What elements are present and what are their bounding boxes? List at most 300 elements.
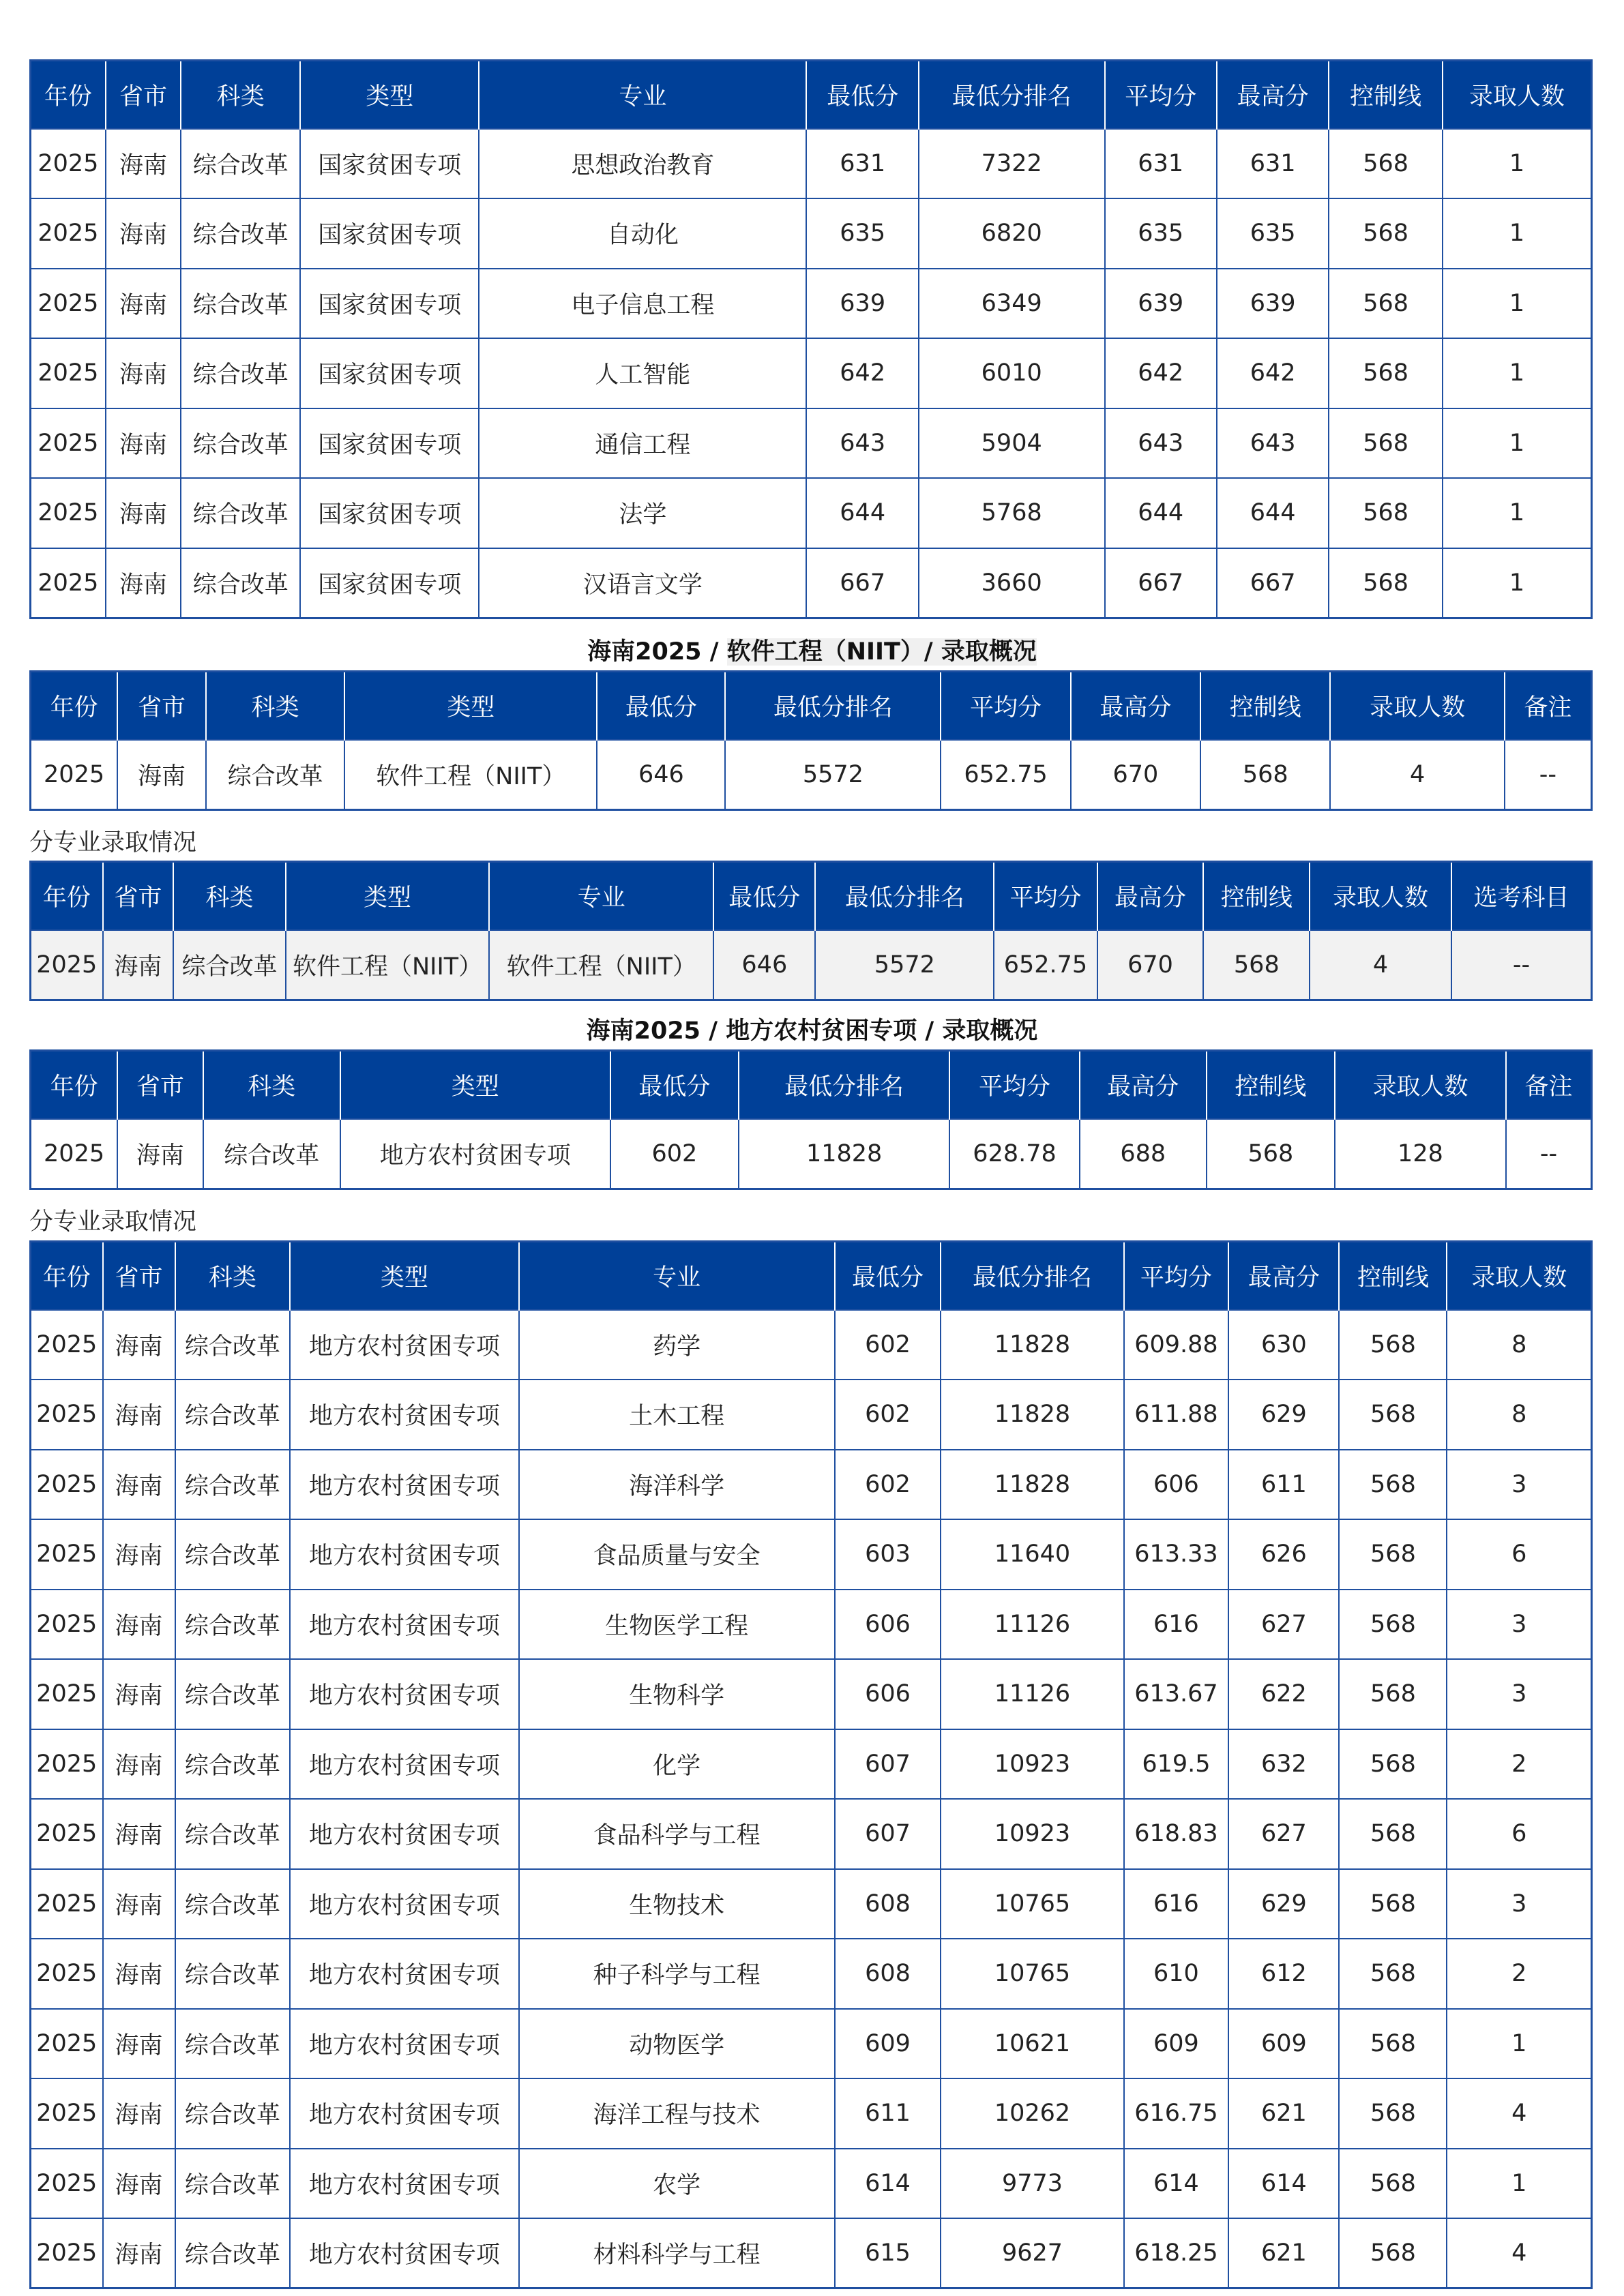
- cell-省市: 海南: [103, 1519, 175, 1590]
- cell-科类: 综合改革: [181, 338, 300, 408]
- column-header: 年份: [31, 61, 106, 129]
- cell-年份: 2025: [31, 2009, 103, 2079]
- cell-平均分: 635: [1105, 198, 1217, 269]
- cell-最高分: 627: [1228, 1590, 1339, 1660]
- cell-年份: 2025: [31, 1519, 103, 1590]
- cell-类型: 地方农村贫困专项: [290, 1590, 518, 1660]
- cell-类型: 国家贫困专项: [300, 408, 479, 479]
- cell-类型: 软件工程（NIIT）: [286, 930, 490, 1000]
- cell-最低分排名: 11126: [941, 1659, 1123, 1729]
- cell-平均分: 667: [1105, 548, 1217, 618]
- cell-最低分: 646: [713, 930, 815, 1000]
- cell-最高分: 644: [1217, 478, 1329, 548]
- cell-录取人数: 3: [1447, 1590, 1591, 1660]
- cell-最低分排名: 10262: [941, 2078, 1123, 2149]
- cell-省市: 海南: [103, 1869, 175, 1939]
- cell-录取人数: 1: [1443, 338, 1592, 408]
- cell-控制线: 568: [1339, 1939, 1447, 2009]
- cell-最低分排名: 11828: [739, 1119, 949, 1189]
- column-header: 录取人数: [1447, 1242, 1591, 1310]
- cell-最低分: 631: [806, 129, 918, 199]
- cell-年份: 2025: [31, 1659, 103, 1729]
- table-row: [31, 338, 1592, 408]
- cell-录取人数: 1: [1443, 478, 1592, 548]
- table-row: [31, 198, 1592, 269]
- cell-录取人数: 3: [1447, 1869, 1591, 1939]
- cell-控制线: 568: [1339, 2009, 1447, 2079]
- table-row: [31, 2149, 1592, 2219]
- cell-平均分: 639: [1105, 269, 1217, 339]
- cell-平均分: 616: [1124, 1590, 1229, 1660]
- cell-最低分: 644: [806, 478, 918, 548]
- cell-类型: 国家贫困专项: [300, 548, 479, 618]
- cell-类型: 地方农村贫困专项: [290, 2218, 518, 2288]
- cell-控制线: 568: [1339, 1519, 1447, 1590]
- cell-专业: 海洋科学: [519, 1450, 835, 1520]
- column-header: 选考科目: [1451, 862, 1592, 930]
- table-row: [31, 1519, 1592, 1590]
- cell-最低分排名: 11828: [941, 1380, 1123, 1450]
- table-row: [31, 1869, 1592, 1939]
- column-header: 专业: [519, 1242, 835, 1310]
- cell-最低分排名: 10621: [941, 2009, 1123, 2079]
- cell-最低分: 635: [806, 198, 918, 269]
- cell-最高分: 614: [1228, 2149, 1339, 2219]
- cell-平均分: 613.33: [1124, 1519, 1229, 1590]
- cell-最低分排名: 11126: [941, 1590, 1123, 1660]
- cell-平均分: 610: [1124, 1939, 1229, 2009]
- cell-最低分排名: 10765: [941, 1939, 1123, 2009]
- cell-专业: 动物医学: [519, 2009, 835, 2079]
- cell-省市: 海南: [117, 1119, 203, 1189]
- cell-年份: 2025: [31, 548, 106, 618]
- column-header: 省市: [117, 672, 206, 740]
- cell-平均分: 619.5: [1124, 1729, 1229, 1800]
- cell-科类: 综合改革: [175, 1799, 291, 1869]
- column-header: 年份: [31, 1242, 103, 1310]
- cell-科类: 综合改革: [175, 1939, 291, 2009]
- cell-类型: 国家贫困专项: [300, 478, 479, 548]
- cell-平均分: 606: [1124, 1450, 1229, 1520]
- header-row: [31, 862, 1592, 930]
- cell-专业: 食品科学与工程: [519, 1799, 835, 1869]
- cell-年份: 2025: [31, 2218, 103, 2288]
- cell-平均分: 614: [1124, 2149, 1229, 2219]
- cell-类型: 地方农村贫困专项: [290, 1729, 518, 1800]
- column-header: 省市: [117, 1051, 203, 1119]
- column-header: 科类: [181, 61, 300, 129]
- table-row: [31, 1659, 1592, 1729]
- column-header: 录取人数: [1330, 672, 1504, 740]
- column-header: 最低分: [610, 1051, 739, 1119]
- column-header: 控制线: [1339, 1242, 1447, 1310]
- table-row: [31, 1799, 1592, 1869]
- cell-最低分: 608: [835, 1869, 941, 1939]
- cell-控制线: 568: [1329, 338, 1443, 408]
- column-header: 录取人数: [1310, 862, 1451, 930]
- column-header: 类型: [340, 1051, 610, 1119]
- column-header: 最高分: [1071, 672, 1200, 740]
- cell-控制线: 568: [1329, 129, 1443, 199]
- column-header: 最低分排名: [919, 61, 1105, 129]
- cell-最高分: 626: [1228, 1519, 1339, 1590]
- cell-专业: 生物医学工程: [519, 1590, 835, 1660]
- cell-最低分: 611: [835, 2078, 941, 2149]
- cell-科类: 综合改革: [175, 1590, 291, 1660]
- cell-最低分: 607: [835, 1799, 941, 1869]
- cell-控制线: 568: [1339, 1729, 1447, 1800]
- cell-录取人数: 1: [1443, 548, 1592, 618]
- cell-省市: 海南: [106, 338, 181, 408]
- cell-录取人数: 2: [1447, 1939, 1591, 2009]
- cell-类型: 地方农村贫困专项: [290, 1450, 518, 1520]
- cell-录取人数: 4: [1310, 930, 1451, 1000]
- column-header: 最低分排名: [725, 672, 941, 740]
- cell-最高分: 635: [1217, 198, 1329, 269]
- column-header: 控制线: [1329, 61, 1443, 129]
- cell-专业: 汉语言文学: [479, 548, 806, 618]
- column-header: 录取人数: [1443, 61, 1592, 129]
- cell-录取人数: 1: [1443, 408, 1592, 479]
- column-header: 控制线: [1207, 1051, 1335, 1119]
- cell-类型: 国家贫困专项: [300, 338, 479, 408]
- column-header: 科类: [173, 862, 285, 930]
- cell-年份: 2025: [31, 1119, 118, 1189]
- cell-最低分: 614: [835, 2149, 941, 2219]
- cell-类型: 国家贫困专项: [300, 129, 479, 199]
- cell-省市: 海南: [106, 548, 181, 618]
- cell-专业: 种子科学与工程: [519, 1939, 835, 2009]
- cell-备注: --: [1506, 1119, 1592, 1189]
- table-row: [31, 1119, 1592, 1189]
- cell-最低分排名: 9773: [941, 2149, 1123, 2219]
- cell-最低分排名: 11828: [941, 1310, 1123, 1380]
- table-row: [31, 740, 1592, 810]
- column-header: 最低分: [806, 61, 918, 129]
- cell-控制线: 568: [1329, 548, 1443, 618]
- column-header: 最高分: [1097, 862, 1204, 930]
- table-row: [31, 269, 1592, 339]
- cell-最低分: 603: [835, 1519, 941, 1590]
- cell-省市: 海南: [106, 129, 181, 199]
- cell-录取人数: 1: [1447, 2149, 1591, 2219]
- cell-最低分排名: 6820: [919, 198, 1105, 269]
- cell-最低分排名: 11640: [941, 1519, 1123, 1590]
- cell-录取人数: 6: [1447, 1799, 1591, 1869]
- cell-省市: 海南: [103, 1380, 175, 1450]
- cell-控制线: 568: [1329, 408, 1443, 479]
- cell-平均分: 631: [1105, 129, 1217, 199]
- cell-最高分: 609: [1228, 2009, 1339, 2079]
- subtitle-by-major: 分专业录取情况: [29, 829, 197, 856]
- cell-省市: 海南: [103, 1310, 175, 1380]
- column-header: 最高分: [1080, 1051, 1207, 1119]
- cell-最低分: 667: [806, 548, 918, 618]
- cell-省市: 海南: [106, 478, 181, 548]
- cell-最低分排名: 9627: [941, 2218, 1123, 2288]
- column-header: 平均分: [1124, 1242, 1229, 1310]
- column-header: 平均分: [941, 672, 1070, 740]
- cell-类型: 国家贫困专项: [300, 198, 479, 269]
- cell-科类: 综合改革: [181, 478, 300, 548]
- cell-最高分: 688: [1080, 1119, 1207, 1189]
- cell-平均分: 618.83: [1124, 1799, 1229, 1869]
- column-header: 备注: [1506, 1051, 1592, 1119]
- cell-控制线: 568: [1339, 1799, 1447, 1869]
- cell-控制线: 568: [1203, 930, 1310, 1000]
- cell-类型: 软件工程（NIIT）: [344, 740, 597, 810]
- cell-最低分排名: 6349: [919, 269, 1105, 339]
- cell-控制线: 568: [1329, 269, 1443, 339]
- cell-最低分: 606: [835, 1590, 941, 1660]
- column-header: 类型: [286, 862, 490, 930]
- cell-最低分: 615: [835, 2218, 941, 2288]
- cell-最低分: 639: [806, 269, 918, 339]
- cell-控制线: 568: [1329, 478, 1443, 548]
- column-header: 备注: [1505, 672, 1592, 740]
- cell-平均分: 652.75: [994, 930, 1097, 1000]
- cell-省市: 海南: [106, 269, 181, 339]
- cell-最低分: 607: [835, 1729, 941, 1800]
- cell-类型: 地方农村贫困专项: [290, 1939, 518, 2009]
- cell-选考科目: --: [1451, 930, 1592, 1000]
- cell-最低分: 643: [806, 408, 918, 479]
- cell-控制线: 568: [1339, 1869, 1447, 1939]
- cell-年份: 2025: [31, 1380, 103, 1450]
- cell-科类: 综合改革: [175, 2009, 291, 2079]
- column-header: 年份: [31, 1051, 118, 1119]
- cell-录取人数: 6: [1447, 1519, 1591, 1590]
- column-header: 专业: [489, 862, 713, 930]
- cell-录取人数: 4: [1447, 2218, 1591, 2288]
- cell-控制线: 568: [1339, 2149, 1447, 2219]
- column-header: 省市: [103, 862, 174, 930]
- cell-年份: 2025: [31, 338, 106, 408]
- table-row: [31, 1729, 1592, 1800]
- cell-录取人数: 1: [1443, 269, 1592, 339]
- column-header: 科类: [203, 1051, 340, 1119]
- cell-科类: 综合改革: [175, 1659, 291, 1729]
- cell-年份: 2025: [31, 1450, 103, 1520]
- cell-平均分: 644: [1105, 478, 1217, 548]
- cell-平均分: 643: [1105, 408, 1217, 479]
- cell-平均分: 609.88: [1124, 1310, 1229, 1380]
- cell-备注: --: [1505, 740, 1592, 810]
- cell-最高分: 627: [1228, 1799, 1339, 1869]
- table-rural-majors: [29, 1240, 1593, 2289]
- column-header: 类型: [300, 61, 479, 129]
- cell-科类: 综合改革: [175, 2218, 291, 2288]
- cell-最低分排名: 5768: [919, 478, 1105, 548]
- column-header: 年份: [31, 862, 103, 930]
- cell-最低分排名: 3660: [919, 548, 1105, 618]
- cell-最低分: 642: [806, 338, 918, 408]
- cell-专业: 生物科学: [519, 1659, 835, 1729]
- cell-专业: 法学: [479, 478, 806, 548]
- cell-年份: 2025: [31, 1799, 103, 1869]
- cell-录取人数: 8: [1447, 1310, 1591, 1380]
- cell-年份: 2025: [31, 269, 106, 339]
- cell-录取人数: 3: [1447, 1450, 1591, 1520]
- cell-科类: 综合改革: [206, 740, 344, 810]
- cell-最低分排名: 10923: [941, 1799, 1123, 1869]
- cell-省市: 海南: [103, 1659, 175, 1729]
- cell-科类: 综合改革: [203, 1119, 340, 1189]
- cell-控制线: 568: [1339, 1659, 1447, 1729]
- cell-专业: 生物技术: [519, 1869, 835, 1939]
- cell-专业: 食品质量与安全: [519, 1519, 835, 1590]
- cell-年份: 2025: [31, 1939, 103, 2009]
- column-header: 最低分排名: [941, 1242, 1123, 1310]
- cell-最高分: 670: [1097, 930, 1204, 1000]
- subtitle-by-major: 分专业录取情况: [29, 1208, 197, 1236]
- cell-最低分: 646: [597, 740, 725, 810]
- cell-最高分: 642: [1217, 338, 1329, 408]
- cell-平均分: 611.88: [1124, 1380, 1229, 1450]
- column-header: 平均分: [994, 862, 1097, 930]
- cell-专业: 思想政治教育: [479, 129, 806, 199]
- column-header: 专业: [479, 61, 806, 129]
- column-header: 最低分: [597, 672, 725, 740]
- table-row: [31, 2078, 1592, 2149]
- cell-省市: 海南: [103, 2078, 175, 2149]
- cell-科类: 综合改革: [175, 2149, 291, 2219]
- cell-最低分: 602: [835, 1310, 941, 1380]
- cell-平均分: 628.78: [949, 1119, 1079, 1189]
- cell-类型: 地方农村贫困专项: [290, 2149, 518, 2219]
- cell-控制线: 568: [1339, 1310, 1447, 1380]
- cell-录取人数: 4: [1447, 2078, 1591, 2149]
- cell-最高分: 632: [1228, 1729, 1339, 1800]
- column-header: 录取人数: [1335, 1051, 1506, 1119]
- cell-类型: 地方农村贫困专项: [290, 1380, 518, 1450]
- cell-最低分排名: 11828: [941, 1450, 1123, 1520]
- table-row: [31, 2218, 1592, 2288]
- cell-年份: 2025: [31, 1869, 103, 1939]
- cell-专业: 软件工程（NIIT）: [489, 930, 713, 1000]
- cell-年份: 2025: [31, 408, 106, 479]
- cell-省市: 海南: [103, 1799, 175, 1869]
- table-row: [31, 1380, 1592, 1450]
- cell-最低分: 606: [835, 1659, 941, 1729]
- column-header: 最高分: [1228, 1242, 1339, 1310]
- cell-最高分: 670: [1071, 740, 1200, 810]
- column-header: 年份: [31, 672, 118, 740]
- cell-年份: 2025: [31, 2149, 103, 2219]
- cell-省市: 海南: [103, 1450, 175, 1520]
- cell-控制线: 568: [1339, 2218, 1447, 2288]
- column-header: 最低分排名: [815, 862, 994, 930]
- cell-年份: 2025: [31, 2078, 103, 2149]
- cell-类型: 地方农村贫困专项: [290, 2078, 518, 2149]
- column-header: 最低分: [835, 1242, 941, 1310]
- cell-最高分: 667: [1217, 548, 1329, 618]
- cell-专业: 通信工程: [479, 408, 806, 479]
- table-row: [31, 930, 1592, 1000]
- cell-最高分: 621: [1228, 2078, 1339, 2149]
- header-row: [31, 1242, 1592, 1310]
- column-header: 科类: [206, 672, 344, 740]
- cell-省市: 海南: [103, 2149, 175, 2219]
- cell-类型: 地方农村贫困专项: [290, 1799, 518, 1869]
- column-header: 最高分: [1217, 61, 1329, 129]
- cell-最低分: 602: [610, 1119, 739, 1189]
- cell-录取人数: 8: [1447, 1380, 1591, 1450]
- cell-最高分: 621: [1228, 2218, 1339, 2288]
- cell-控制线: 568: [1339, 1380, 1447, 1450]
- section-title-rural: 海南2025 / 地方农村贫困专项 / 录取概况: [586, 1017, 1038, 1045]
- table-row: [31, 1310, 1592, 1380]
- table-row: [31, 478, 1592, 548]
- cell-控制线: 568: [1339, 1450, 1447, 1520]
- cell-省市: 海南: [117, 740, 206, 810]
- cell-平均分: 613.67: [1124, 1659, 1229, 1729]
- cell-专业: 自动化: [479, 198, 806, 269]
- cell-最低分排名: 6010: [919, 338, 1105, 408]
- column-header: 控制线: [1203, 862, 1310, 930]
- column-header: 平均分: [1105, 61, 1217, 129]
- cell-控制线: 568: [1339, 2078, 1447, 2149]
- cell-最高分: 612: [1228, 1939, 1339, 2009]
- cell-专业: 人工智能: [479, 338, 806, 408]
- cell-录取人数: 2: [1447, 1729, 1591, 1800]
- cell-省市: 海南: [106, 198, 181, 269]
- table-row: [31, 129, 1592, 199]
- table-row: [31, 2009, 1592, 2079]
- section-title-software: [0, 633, 1624, 667]
- cell-科类: 综合改革: [175, 1869, 291, 1939]
- cell-专业: 材料科学与工程: [519, 2218, 835, 2288]
- cell-类型: 地方农村贫困专项: [290, 2009, 518, 2079]
- cell-平均分: 616: [1124, 1869, 1229, 1939]
- cell-省市: 海南: [103, 930, 174, 1000]
- cell-年份: 2025: [31, 129, 106, 199]
- column-header: 控制线: [1200, 672, 1330, 740]
- cell-科类: 综合改革: [181, 129, 300, 199]
- cell-控制线: 568: [1339, 1590, 1447, 1660]
- table-row: [31, 1939, 1592, 2009]
- table-poverty-special-majors: [29, 59, 1593, 619]
- column-header: 最低分: [713, 862, 815, 930]
- cell-录取人数: 128: [1335, 1119, 1506, 1189]
- cell-省市: 海南: [103, 1590, 175, 1660]
- cell-类型: 地方农村贫困专项: [290, 1519, 518, 1590]
- column-header: 省市: [103, 1242, 175, 1310]
- cell-最低分排名: 10923: [941, 1729, 1123, 1800]
- cell-平均分: 609: [1124, 2009, 1229, 2079]
- column-header: 科类: [175, 1242, 291, 1310]
- column-header: 平均分: [949, 1051, 1079, 1119]
- cell-科类: 综合改革: [181, 548, 300, 618]
- table-row: [31, 1450, 1592, 1520]
- cell-科类: 综合改革: [175, 1729, 291, 1800]
- cell-类型: 地方农村贫困专项: [290, 1869, 518, 1939]
- cell-科类: 综合改革: [181, 198, 300, 269]
- cell-专业: 土木工程: [519, 1380, 835, 1450]
- cell-最高分: 643: [1217, 408, 1329, 479]
- cell-控制线: 568: [1200, 740, 1330, 810]
- cell-最低分排名: 7322: [919, 129, 1105, 199]
- cell-科类: 综合改革: [175, 1450, 291, 1520]
- cell-最低分排名: 5572: [815, 930, 994, 1000]
- cell-最低分排名: 10765: [941, 1869, 1123, 1939]
- column-header: 类型: [290, 1242, 518, 1310]
- cell-最低分排名: 5572: [725, 740, 941, 810]
- table-software-majors: [29, 861, 1593, 1001]
- cell-科类: 综合改革: [181, 269, 300, 339]
- cell-年份: 2025: [31, 198, 106, 269]
- table-rural-summary: [29, 1049, 1593, 1190]
